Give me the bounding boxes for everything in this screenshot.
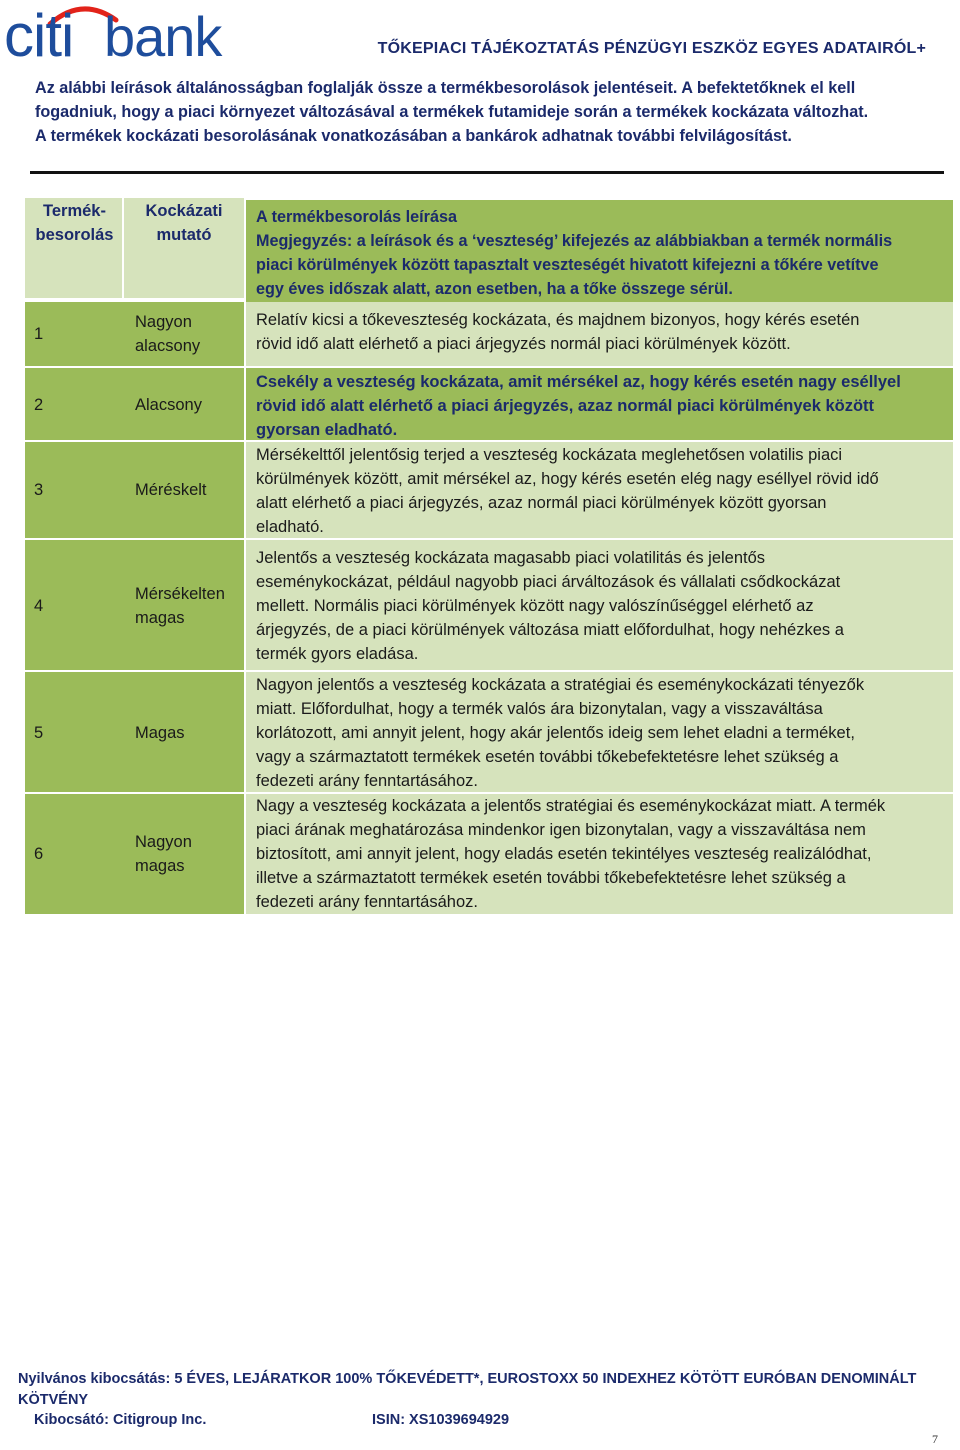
header-description — [246, 200, 953, 302]
footer-isin: ISIN: XS1039694929 — [372, 1412, 510, 1428]
risk-line: magas — [135, 857, 185, 875]
row-6-description — [246, 794, 953, 914]
desc-line: árjegyzés, de a piaci körülmények változása miatt előfordulhat, hogy nehézkes a — [256, 621, 844, 639]
desc-line: rövid idő alatt elérhető a piaci árjegyzés, azaz normál piaci körülmények között — [256, 397, 875, 415]
header-risk-line: Kockázati — [145, 202, 223, 220]
footer-offer-line: Nyilvános kibocsátás: 5 ÉVES, LEJÁRATKOR 100% TŐKEVÉDETT*, EUROSTOXX 50 INDEXHEZ KÖTÖTT EURÓBAN DENOMINÁLT — [18, 1371, 917, 1387]
desc-line: mellett. Normális piaci körülmények között nagy valószínűséggel elérhető az — [256, 597, 814, 615]
risk-line: Magas — [135, 724, 185, 742]
risk-line: Mérsékelten — [135, 585, 225, 603]
risk-classification-table — [25, 198, 953, 914]
header-desc-note: Megjegyzés: a leírások és a ‘veszteség’ kifejezés az alábbiakban a termék normális — [256, 232, 893, 250]
header-class-line: Termék- — [43, 202, 106, 220]
desc-line: Nagyon jelentős a veszteség kockázata a stratégiai és eseménykockázati tényezők — [256, 676, 865, 694]
intro-line: Az alábbi leírások általánosságban foglalják össze a termékbesorolások jelentéseit. A befektetőknek el kell — [35, 79, 856, 97]
desc-line: miatt. Előfordulhat, hogy a termék valós ára bizonytalan, vagy a visszaváltása — [256, 700, 823, 718]
desc-line: rövid idő alatt elérhető a piaci árjegyzés normál piaci körülmények között. — [256, 335, 791, 353]
desc-line: körülmények között, amit mérsékel az, hogy kérés esetén elég nagy eséllyel rövid idő — [256, 470, 879, 488]
header-class-line: besorolás — [35, 226, 114, 244]
risk-line: Alacsony — [135, 396, 202, 414]
row-risk-label — [135, 582, 225, 630]
row-number: 6 — [34, 845, 44, 863]
desc-line: vagy a származtatott termékek esetén további tőkebefektetésre lehet szükség a — [256, 748, 839, 766]
row-number: 4 — [34, 597, 44, 615]
intro-paragraph — [35, 76, 943, 148]
desc-line: termék gyors eladása. — [256, 645, 419, 663]
risk-line: Nagyon — [135, 833, 192, 851]
svg-text:bank: bank — [104, 5, 222, 60]
desc-line: gyorsan eladható. — [256, 421, 398, 439]
document-title: TŐKEPIACI TÁJÉKOZTATÁS PÉNZÜGYI ESZKÖZ EGYES ADATAIRÓL+ — [377, 40, 926, 57]
row-number: 5 — [34, 724, 44, 742]
header-desc-title: A termékbesorolás leírása — [256, 208, 457, 226]
row-risk-label — [135, 393, 202, 417]
row-4-description — [246, 540, 953, 670]
header-risk-line: mutató — [156, 226, 212, 244]
desc-line: illetve a származtatott termékek esetén további tőkebefektetésre lehet szükség a — [256, 869, 846, 887]
row-1-description — [246, 302, 953, 366]
footer — [18, 1369, 918, 1431]
desc-line: eseménykockázat, például nagyobb piaci árváltozások és vállalati csődkockázat — [256, 573, 841, 591]
desc-line: eladható. — [256, 518, 324, 536]
desc-line: alatt elérhető a piaci árjegyzés, azaz normál piaci körülmények között gyorsan — [256, 494, 827, 512]
footer-offer-line: KÖTVÉNY — [18, 1391, 89, 1408]
desc-line: fedezeti arány fenntartásához. — [256, 772, 478, 790]
row-5-description — [246, 672, 953, 792]
intro-line: A termékek kockázati besorolásának vonatkozásában a bankárok adhatnak további felvilágosítást. — [35, 127, 792, 145]
header-desc-note: egy éves időszak alatt, azon esetben, ha a tőke összege sérül. — [256, 280, 733, 298]
footer-issuer-row — [18, 1410, 918, 1431]
header-desc-note: piaci körülmények között tapasztalt veszteségét hivatott kifejezni a tőkére vetítve — [256, 256, 879, 274]
desc-line: piaci árának meghatározása mindenkor igen bizonytalan, vagy a visszaváltása nem — [256, 821, 866, 839]
citibank-logo — [4, 2, 224, 60]
desc-line: biztosított, ami annyit jelent, hogy eladás esetén tekintélyes veszteség realizálódhat, — [256, 845, 872, 863]
horizontal-rule — [30, 171, 944, 174]
intro-line: fogadniuk, hogy a piaci környezet változásával a termékek futamideje során a termékek kockázata változhat. — [35, 103, 869, 121]
row-risk-label — [135, 310, 200, 358]
svg-text:citi: citi — [4, 2, 74, 60]
row-number: 1 — [34, 325, 44, 343]
desc-line: Jelentős a veszteség kockázata magasabb piaci volatilitás és jelentős — [256, 549, 766, 567]
desc-line: fedezeti arány fenntartásához. — [256, 893, 478, 911]
row-number: 2 — [34, 396, 44, 414]
desc-line: Relatív kicsi a tőkeveszteség kockázata, és majdnem bizonyos, hogy kérés esetén — [256, 311, 860, 329]
risk-line: Méréskelt — [135, 481, 207, 499]
desc-line: Csekély a veszteség kockázata, amit mérsékel az, hogy kérés esetén nagy eséllyel — [256, 373, 901, 391]
risk-line: alacsony — [135, 337, 201, 355]
footer-issuer: Kibocsátó: Citigroup Inc. — [34, 1412, 207, 1428]
page-number: 7 — [932, 1432, 938, 1446]
row-risk-label — [135, 830, 192, 878]
desc-line: Nagy a veszteség kockázata a jelentős stratégiai és eseménykockázat miatt. A termék — [256, 797, 886, 815]
row-3-description — [246, 442, 953, 538]
risk-line: Nagyon — [135, 313, 192, 331]
header-risk-label — [124, 199, 244, 247]
risk-line: magas — [135, 609, 185, 627]
row-2-description — [246, 368, 953, 440]
row-risk-label — [135, 478, 207, 502]
desc-line: korlátozott, ami annyit jelent, hogy akár jelentős ideig sem lehet eladni a terméket, — [256, 724, 855, 742]
desc-line: Mérsékelttől jelentősig terjed a veszteség kockázata meglehetősen volatilis piaci — [256, 446, 843, 464]
row-risk-label — [135, 721, 185, 745]
header-class-label — [27, 199, 122, 247]
row-number: 3 — [34, 481, 44, 499]
